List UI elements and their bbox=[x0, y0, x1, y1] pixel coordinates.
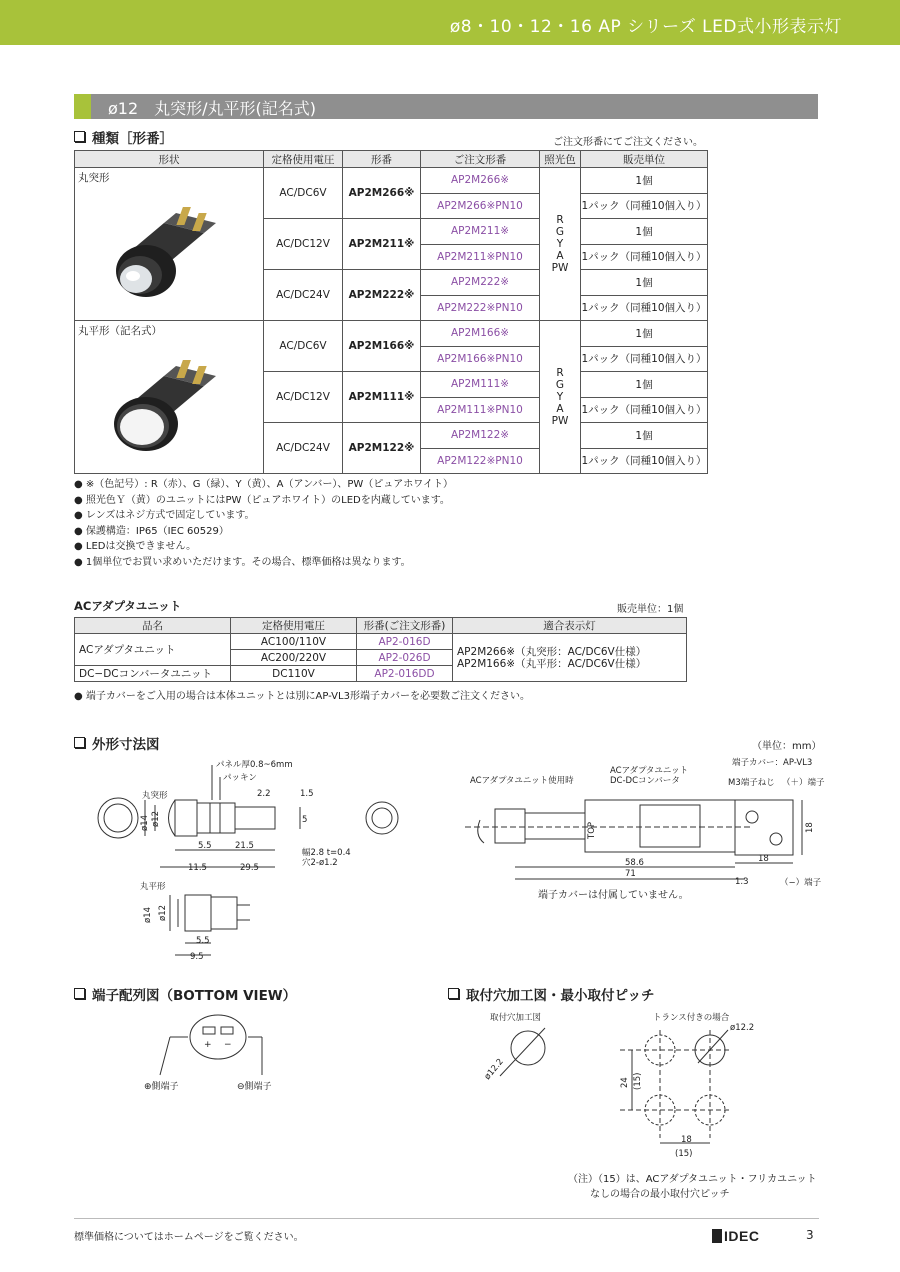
svg-text:29.5: 29.5 bbox=[240, 863, 259, 873]
logo-text: IDEC bbox=[724, 1228, 760, 1244]
order-cell: AP2M166※PN10 bbox=[421, 346, 540, 372]
order-cell: AP2M111※PN10 bbox=[421, 397, 540, 423]
svg-text:21.5: 21.5 bbox=[235, 841, 254, 851]
section-accent bbox=[74, 94, 91, 119]
unit-cell: 1パック（同種10個入り） bbox=[581, 346, 708, 372]
mounting-note-2: なしの場合の最小取付穴ピッチ bbox=[590, 1189, 730, 1200]
page-number: 3 bbox=[806, 1228, 814, 1242]
table-row bbox=[75, 634, 687, 650]
svg-text:端子カバーは付属していません。: 端子カバーは付属していません。 bbox=[538, 890, 689, 901]
unit-cell: 1パック（同種10個入り） bbox=[581, 193, 708, 219]
voltage-cell: AC/DC6V bbox=[264, 168, 343, 219]
dimensions-heading: 外形寸法図 bbox=[74, 733, 160, 753]
col-compat: 適合表示灯 bbox=[453, 618, 687, 634]
voltage-cell: AC/DC6V bbox=[264, 321, 343, 372]
shape-label: 丸平形（記名式） bbox=[78, 325, 162, 337]
svg-text:+: + bbox=[204, 1040, 212, 1050]
product-table-header bbox=[75, 151, 708, 168]
svg-text:TOP: TOP bbox=[587, 821, 597, 839]
checkbox-icon bbox=[448, 988, 459, 999]
svg-text:丸突形: 丸突形 bbox=[142, 791, 168, 801]
col-voltage: 定格使用電圧 bbox=[231, 618, 357, 634]
mounting-diagram bbox=[460, 1008, 820, 1163]
svg-text:端子カバー：AP-VL3: 端子カバー：AP-VL3 bbox=[732, 758, 813, 768]
svg-text:2.2: 2.2 bbox=[257, 789, 271, 799]
order-cell: AP2M222※ bbox=[421, 270, 540, 296]
note-item: ● 1個単位でお買い求めいただけます。その場合、標準価格は異なります。 bbox=[74, 556, 411, 568]
svg-text:パッキン: パッキン bbox=[223, 773, 257, 783]
voltage-cell: AC/DC24V bbox=[264, 270, 343, 321]
types-heading: 種類［形番］ bbox=[74, 127, 173, 147]
model-cell: AP2-016D bbox=[357, 634, 453, 650]
svg-text:（−）端子: （−）端子 bbox=[780, 878, 822, 888]
order-cell: AP2M211※ bbox=[421, 219, 540, 245]
order-cell: AP2M122※PN10 bbox=[421, 448, 540, 474]
logo-mark-icon bbox=[712, 1229, 722, 1243]
order-cell: AP2M222※PN10 bbox=[421, 295, 540, 321]
svg-text:71: 71 bbox=[625, 869, 636, 879]
model-cell: AP2M222※ bbox=[343, 270, 421, 321]
svg-text:ø14: ø14 bbox=[140, 814, 150, 831]
unit-cell: 1個 bbox=[581, 219, 708, 245]
type-notes bbox=[74, 477, 453, 570]
section-bar bbox=[74, 94, 818, 119]
voltage-cell: AC/DC12V bbox=[264, 372, 343, 423]
terminal-diagram bbox=[140, 1005, 290, 1100]
col-order: ご注文形番 bbox=[421, 151, 540, 168]
footer-divider bbox=[74, 1218, 819, 1219]
unit-cell: 1パック（同種10個入り） bbox=[581, 448, 708, 474]
shape-label: 丸突形 bbox=[78, 172, 110, 184]
model-cell: AP2M111※ bbox=[343, 372, 421, 423]
col-shape: 形状 bbox=[75, 151, 264, 168]
svg-text:1.5: 1.5 bbox=[300, 789, 314, 799]
model-cell: AP2M266※ bbox=[343, 168, 421, 219]
svg-text:(15): (15) bbox=[633, 1072, 643, 1090]
adapter-heading: ACアダプタユニット bbox=[74, 599, 182, 613]
svg-text:5: 5 bbox=[302, 815, 308, 825]
adapter-table-header bbox=[75, 618, 687, 634]
order-cell: AP2M211※PN10 bbox=[421, 244, 540, 270]
order-cell: AP2M111※ bbox=[421, 372, 540, 398]
unit-cell: 1個 bbox=[581, 321, 708, 347]
svg-text:ø12: ø12 bbox=[151, 810, 161, 827]
idec-logo bbox=[712, 1228, 759, 1244]
svg-text:58.6: 58.6 bbox=[625, 858, 644, 868]
shape-cell bbox=[75, 168, 264, 321]
svg-text:ACアダプタユニット使用時: ACアダプタユニット使用時 bbox=[470, 776, 574, 786]
note-item: ● レンズはネジ方式で固定しています。 bbox=[74, 510, 255, 521]
col-color: 照光色 bbox=[540, 151, 581, 168]
svg-text:丸平形: 丸平形 bbox=[140, 882, 166, 892]
svg-text:ø12: ø12 bbox=[158, 904, 168, 921]
svg-text:（＋）端子: （＋）端子 bbox=[782, 778, 825, 788]
model-cell: AP2M166※ bbox=[343, 321, 421, 372]
voltage-cell: AC200/220V bbox=[231, 650, 357, 666]
adapter-unit-note: 販売単位：1個 bbox=[617, 604, 684, 615]
svg-text:ø14: ø14 bbox=[143, 906, 153, 923]
svg-text:24: 24 bbox=[620, 1077, 630, 1088]
unit-cell: 1個 bbox=[581, 270, 708, 296]
order-cell: AP2M266※PN10 bbox=[421, 193, 540, 219]
checkbox-icon bbox=[74, 131, 85, 142]
product-image-flat bbox=[78, 338, 258, 458]
name-cell: DC−DCコンバータユニット bbox=[75, 666, 231, 682]
unit-cell: 1個 bbox=[581, 168, 708, 194]
order-cell: AP2M166※ bbox=[421, 321, 540, 347]
color-cell: R G Y A PW bbox=[540, 321, 581, 474]
svg-text:(15): (15) bbox=[675, 1149, 693, 1159]
product-image-protrude bbox=[78, 185, 258, 305]
svg-text:18: 18 bbox=[681, 1135, 692, 1145]
shape-cell bbox=[75, 321, 264, 474]
voltage-cell: AC100/110V bbox=[231, 634, 357, 650]
svg-text:9.5: 9.5 bbox=[190, 952, 204, 962]
svg-text:18: 18 bbox=[805, 822, 815, 833]
svg-text:5.5: 5.5 bbox=[196, 936, 210, 946]
compat-cell: AP2M266※（丸突形：AC/DC6V仕様） AP2M166※（丸平形：AC/DC6V仕様） bbox=[453, 634, 687, 682]
note-item: ● 照光色Ｙ（黄）のユニットにはPW（ピュアホワイト）のLEDを内蔵しています。 bbox=[74, 494, 450, 506]
svg-text:パネル厚0.8~6mm: パネル厚0.8~6mm bbox=[216, 760, 293, 770]
order-cell: AP2M122※ bbox=[421, 423, 540, 449]
model-cell: AP2M211※ bbox=[343, 219, 421, 270]
dimension-drawing-adapter bbox=[460, 755, 825, 905]
svg-text:トランス付きの場合: トランス付きの場合 bbox=[653, 1013, 730, 1023]
note-item: ● ※（色記号）: R（赤）、G（緑）、Y（黄）、A（アンバー）、PW（ピュアホワイト） bbox=[74, 479, 453, 490]
svg-text:11.5: 11.5 bbox=[188, 863, 207, 873]
name-cell: ACアダプタユニット bbox=[75, 634, 231, 666]
svg-text:穴2-ø1.2: 穴2-ø1.2 bbox=[302, 858, 338, 868]
header-title: ø8・10・12・16 AP シリーズ LED式小形表示灯 bbox=[449, 17, 842, 37]
color-cell: R G Y A PW bbox=[540, 168, 581, 321]
unit-cell: 1個 bbox=[581, 372, 708, 398]
col-name: 品名 bbox=[75, 618, 231, 634]
mounting-heading: 取付穴加工図・最小取付ピッチ bbox=[448, 984, 654, 1004]
unit-label: （単位：mm） bbox=[752, 741, 822, 752]
footer-text: 標準価格についてはホームページをご覧ください。 bbox=[74, 1232, 304, 1243]
svg-text:M3端子ねじ: M3端子ねじ bbox=[728, 778, 775, 788]
col-model: 形番 bbox=[343, 151, 421, 168]
col-model: 形番(ご注文形番) bbox=[357, 618, 453, 634]
product-table bbox=[74, 150, 708, 474]
table-row bbox=[75, 168, 708, 194]
unit-cell: 1パック（同種10個入り） bbox=[581, 244, 708, 270]
mounting-note-1: （注）（15）は、ACアダプタユニット・フリカユニット bbox=[568, 1174, 817, 1185]
svg-text:⊖側端子: ⊖側端子 bbox=[237, 1082, 272, 1092]
note-item: ● LEDは交換できません。 bbox=[74, 541, 197, 552]
col-voltage: 定格使用電圧 bbox=[264, 151, 343, 168]
order-note: ご注文形番にてご注文ください。 bbox=[553, 137, 703, 148]
svg-text:1.3: 1.3 bbox=[735, 877, 749, 887]
voltage-cell: AC/DC24V bbox=[264, 423, 343, 474]
svg-text:18: 18 bbox=[758, 854, 769, 864]
svg-text:DC-DCコンバータ: DC-DCコンバータ bbox=[610, 776, 680, 786]
svg-text:⊕側端子: ⊕側端子 bbox=[144, 1082, 179, 1092]
svg-text:ACアダプタユニット: ACアダプタユニット bbox=[610, 766, 689, 776]
order-cell: AP2M266※ bbox=[421, 168, 540, 194]
adapter-note: ● 端子カバーをご入用の場合は本体ユニットとは別にAP-VL3形端子カバーを必要数ご注文ください。 bbox=[74, 691, 530, 702]
unit-cell: 1個 bbox=[581, 423, 708, 449]
svg-text:ø12.2: ø12.2 bbox=[730, 1023, 755, 1033]
voltage-cell: AC/DC12V bbox=[264, 219, 343, 270]
svg-text:ø12.2: ø12.2 bbox=[482, 1057, 506, 1082]
model-cell: AP2-016DD bbox=[357, 666, 453, 682]
svg-text:幅2.8 t=0.4: 幅2.8 t=0.4 bbox=[302, 848, 351, 858]
col-unit: 販売単位 bbox=[581, 151, 708, 168]
svg-text:−: − bbox=[224, 1040, 232, 1050]
adapter-table bbox=[74, 617, 687, 682]
svg-text:取付穴加工図: 取付穴加工図 bbox=[490, 1013, 542, 1023]
checkbox-icon bbox=[74, 737, 85, 748]
unit-cell: 1パック（同種10個入り） bbox=[581, 397, 708, 423]
section-title: ø12 丸突形/丸平形(記名式) bbox=[108, 99, 317, 118]
voltage-cell: DC110V bbox=[231, 666, 357, 682]
unit-cell: 1パック（同種10個入り） bbox=[581, 295, 708, 321]
model-cell: AP2-026D bbox=[357, 650, 453, 666]
model-cell: AP2M122※ bbox=[343, 423, 421, 474]
svg-text:5.5: 5.5 bbox=[198, 841, 212, 851]
terminal-heading: 端子配列図（BOTTOM VIEW） bbox=[74, 984, 296, 1004]
dimension-drawing-lamp bbox=[90, 755, 420, 970]
checkbox-icon bbox=[74, 988, 85, 999]
note-item: ● 保護構造：IP65（IEC 60529） bbox=[74, 525, 229, 537]
table-row bbox=[75, 321, 708, 347]
